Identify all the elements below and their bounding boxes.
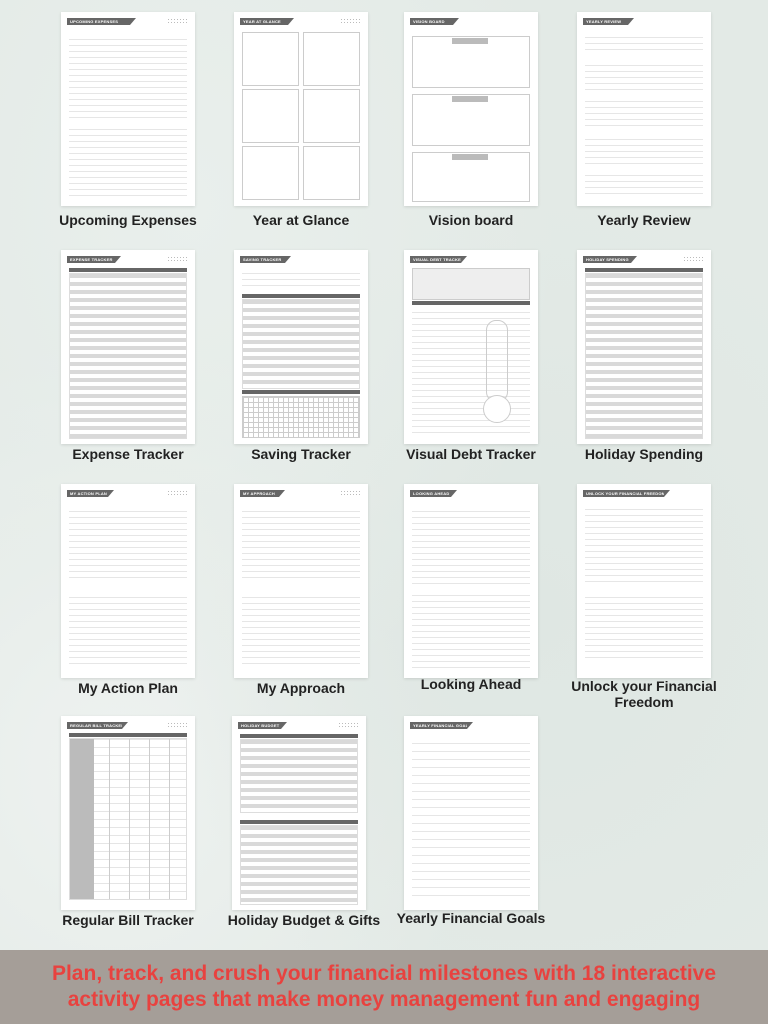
page-label: Visual Debt Tracker: [406, 446, 536, 462]
page-thumbnail: [234, 484, 368, 678]
page-thumbnail: [577, 12, 711, 206]
page-thumbnail: [61, 12, 195, 206]
page-thumbnail: [61, 484, 195, 678]
page-header: HOLIDAY SPENDING: [583, 256, 631, 263]
page-header: REGULAR BILL TRACKER: [67, 722, 122, 729]
page-thumbnail: [232, 716, 366, 910]
page-thumbnail: [61, 716, 195, 910]
page-label: My Approach: [256, 680, 346, 696]
page-thumbnail: [404, 716, 538, 910]
page-thumbnail: [234, 12, 368, 206]
page-header: MY APPROACH: [240, 490, 279, 497]
promo-text: Plan, track, and crush your financial milestones with 18 interactive activity pages that make money management fun and engaging: [51, 962, 717, 1011]
page-label: Saving Tracker: [251, 446, 351, 462]
dot-grid-icon: [167, 256, 189, 263]
dot-grid-icon: [340, 18, 362, 25]
page-thumbnail: [404, 484, 538, 678]
dot-grid-icon: [683, 256, 705, 263]
dot-grid-icon: [167, 18, 189, 25]
page-label: Yearly Financial Goals: [396, 910, 546, 926]
dot-grid-icon: [340, 490, 362, 497]
page-header: MY ACTION PLAN: [67, 490, 108, 497]
page-label: Upcoming Expenses: [59, 212, 197, 228]
dot-grid-icon: [167, 490, 189, 497]
page-label: Looking Ahead: [420, 676, 522, 692]
page-header: UNLOCK YOUR FINANCIAL FREEDOM: [583, 490, 664, 497]
page-label: Vision board: [428, 212, 514, 228]
page-header: VISUAL DEBT TRACKER: [410, 256, 461, 263]
page-label: Unlock your Financial Freedom: [571, 678, 717, 710]
page-thumbnail: [404, 250, 538, 444]
dot-grid-icon: [338, 722, 360, 729]
page-thumbnail: [577, 250, 711, 444]
page-thumbnail: [404, 12, 538, 206]
page-thumbnail: [61, 250, 195, 444]
page-header: YEARLY REVIEW: [583, 18, 628, 25]
page-label: Year at Glance: [252, 212, 350, 228]
page-thumbnail: [577, 484, 711, 678]
page-label: My Action Plan: [78, 680, 178, 696]
page-header: UPCOMING EXPENSES: [67, 18, 130, 25]
promo-footer: [0, 950, 768, 1024]
page-thumbnail: [234, 250, 368, 444]
thermometer-icon: [486, 320, 508, 402]
page-header: YEARLY FINANCIAL GOALS: [410, 722, 467, 729]
page-header: YEAR AT GLANCE: [240, 18, 288, 25]
page-header: LOOKING AHEAD: [410, 490, 451, 497]
page-header: EXPENSE TRACKER: [67, 256, 115, 263]
page-header: SAVING TRACKER: [240, 256, 285, 263]
page-label: Expense Tracker: [72, 446, 184, 462]
page-label: Regular Bill Tracker: [62, 912, 194, 928]
dot-grid-icon: [167, 722, 189, 729]
page-label: Holiday Budget & Gifts: [227, 912, 381, 928]
page-header: HOLIDAY BUDGET: [238, 722, 281, 729]
page-label: Holiday Spending: [584, 446, 704, 462]
page-label: Yearly Review: [597, 212, 691, 228]
page-header: VISION BOARD: [410, 18, 453, 25]
